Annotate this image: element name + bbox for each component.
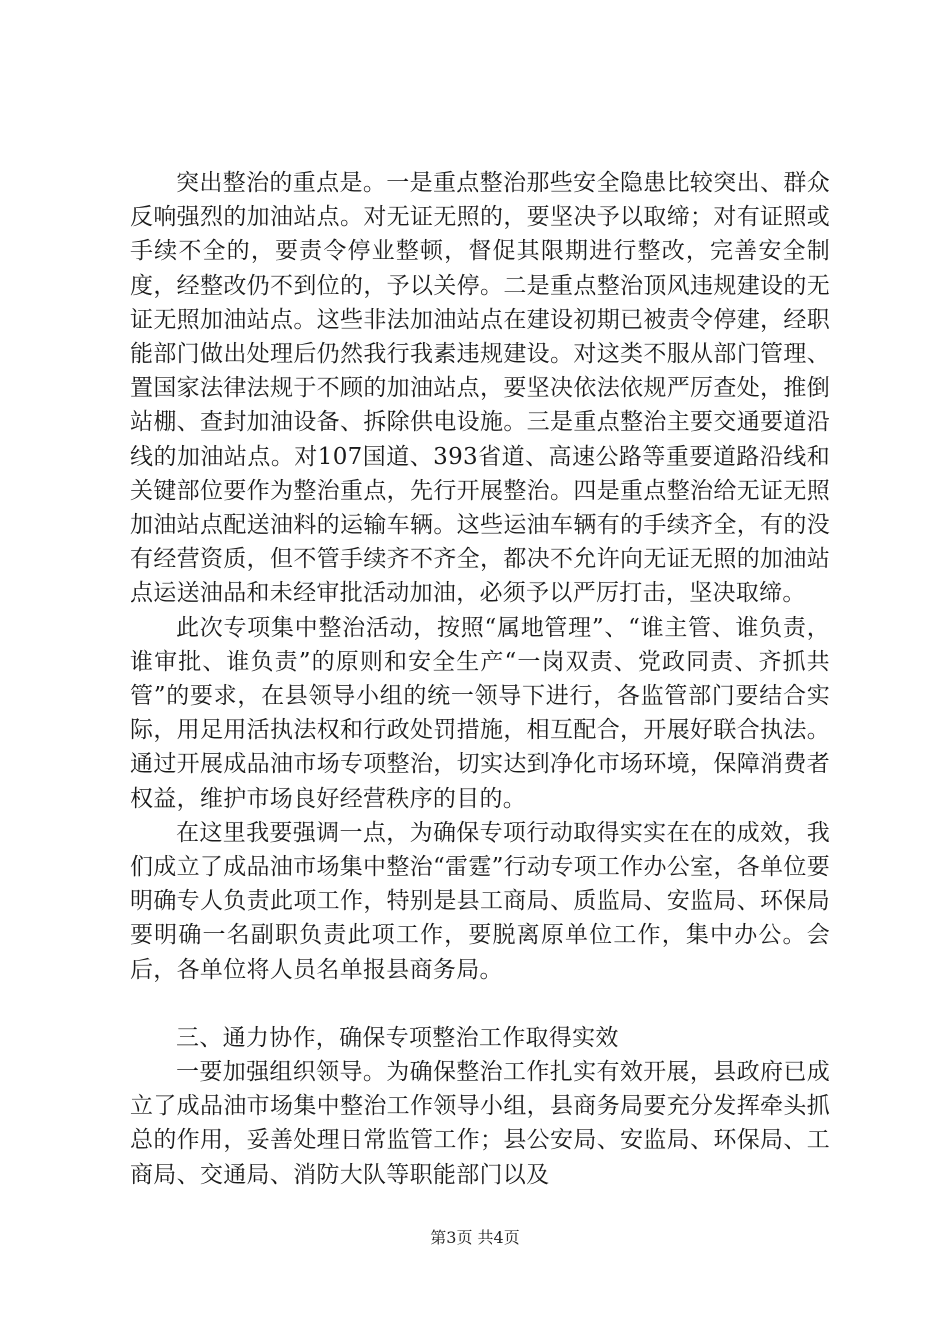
paragraph-campaign-principles: 此次专项集中整治活动，按照“属地管理”、“谁主管、谁负责，谁审批、谁负责”的原则和安全生产“一岗双责、党政同责、齐抓共管”的要求，在县领导小组的统一领导下进行，各监管部门要结合实际，用足用活执法权和行政处罚措施，相互配合，开展好联合执法。通过开展成品油市场专项整治，切实达到净化市场环境，保障消费者权益，维护市场良好经营秩序的目的。 (130, 614, 830, 812)
page-number-footer: 第3页 共4页 (430, 1228, 520, 1247)
document-body (130, 166, 830, 1192)
paragraph-key-points: 突出整治的重点是。一是重点整治那些安全隐患比较突出、群众反响强烈的加油站点。对无证无照的，要坚决予以取缔；对有证照或手续不全的，要责令停业整顿，督促其限期进行整改，完善安全制度，经整改仍不到位的，予以关停。二是重点整治顶风违规建设的无证无照加油站点。这些非法加油站点在建设初期已被责令停建，经职能部门做出处理后仍然我行我素违规建设。对这类不服从部门管理、置国家法律法规于不顾的加油站点，要坚决依法依规严厉查处，推倒站棚、查封加油设备、拆除供电设施。三是重点整治主要交通要道沿线的加油站点。对107国道、393省道、高速公路等重要道路沿线和关键部位要作为整治重点，先行开展整治。四是重点整治给无证无照加油站点配送油料的运输车辆。这些运油车辆有的手续齐全，有的没有经营资质，但不管手续齐不齐全，都决不允许向无证无照的加油站点运送油品和未经审批活动加油，必须予以严厉打击，坚决取缔。 (130, 170, 830, 607)
section-heading: 三、通力协作，确保专项整治工作取得实效 (176, 1024, 619, 1051)
paragraph-special-office: 在这里我要强调一点，为确保专项行动取得实实在在的成效，我们成立了成品油市场集中整治“雷霆”行动专项工作办公室，各单位要明确专人负责此项工作，特别是县工商局、质监局、安监局、环保局要明确一名副职负责此项工作，要脱离原单位工作，集中办公。会后，各单位将人员名单报县商务局。 (130, 819, 830, 983)
paragraph-organization-leadership: 一要加强组织领导。为确保整治工作扎实有效开展，县政府已成立了成品油市场集中整治工作领导小组，县商务局要充分发挥牵头抓总的作用，妥善处理日常监管工作；县公安局、安监局、环保局、工商局、交通局、消防大队等职能部门以及 (130, 1059, 830, 1188)
